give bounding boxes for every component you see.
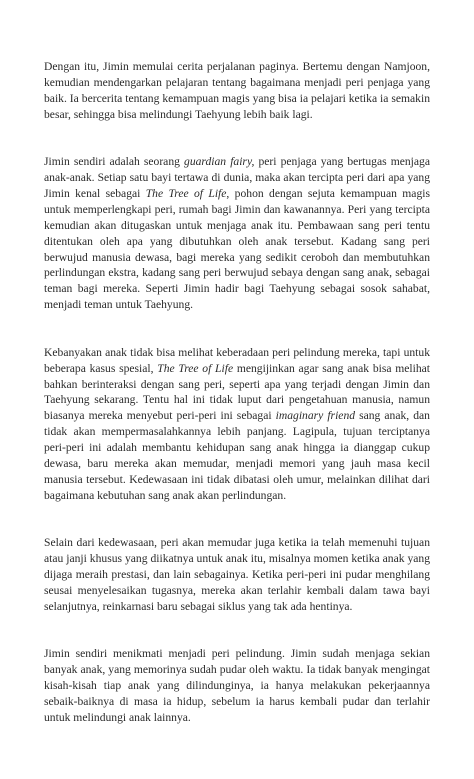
paragraph-3 [44,345,430,504]
paragraph-3-italic-imaginary-friend: imaginary friend [275,409,356,423]
paragraph-2-text-c: peri penjaga yang bertugas menjaga anak-anak. Setiap satu bayi tertawa di dunia, maka akan tercipta peri dari apa yang Jimin kenal sebagai [44,155,430,200]
paragraph-2-text-a: Jimin sendiri adalah seorang [44,155,185,169]
paragraph-2-italic-tree-of-life: The Tree of Life [145,186,227,200]
paragraph-3-italic-tree-of-life: The Tree of Life [157,361,234,375]
paragraph-3-text-c: mengijinkan agar sang anak bisa melihat bahkan berinteraksi dengan sang peri, seperti apa yang terjadi dengan Jimin dan Taehyung sekarang. Tentu hal ini tidak luput dari pengetahuan manusia, namun biasanya mereka menyebut peri-peri ini sebagai [44,361,431,423]
paragraph-1 [44,59,430,123]
paragraph-2-italic-guardian-fairy: guardian fairy, [184,155,255,169]
paragraph-5 [44,646,430,726]
paragraph-4-text: Selain dari kedewasaan, peri akan memudar juga ketika ia telah memenuhi tujuan atau janji khusus yang diikatnya untuk anak itu, misalnya momen ketika anak yang dijaga meraih prestasi, dan lain sebagainya. Ketika peri-peri ini pudar menghilang seusai menyelesaikan tugasnya, mereka akan terlahir kembali dalam tawa bayi selanjutnya, reinkarnasi baru sebagai siklus yang tak ada hentinya. [44,536,430,613]
paragraph-4 [44,535,430,615]
paragraph-3-text-a: Kebanyakan anak tidak bisa melihat keberadaan peri pelindung mereka, tapi untuk beberapa kasus spesial, [44,345,430,375]
paragraph-1-text: Dengan itu, Jimin memulai cerita perjalanan paginya. Bertemu dengan Namjoon, kemudian mendengarkan pelajaran tentang bagaimana menjadi peri penjaga yang baik. Ia bercerita tentang kemampuan magis yang bisa ia pelajari ketika ia semakin besar, sehingga bisa melindungi Taehyung lebih baik lagi. [44,60,430,121]
paragraph-3-text-e: sang anak, dan tidak akan mempermasalahkannya lebih panjang. Lagipula, tujuan terciptanya peri-peri ini adalah membantu kehidupan sang anak hingga ia dianggap cukup dewasa, baru mereka akan memudar, menjadi memori yang jauh masa kecil manusia tersebut. Kedewasaan ini tidak dibatasi oleh umur, melainkan dilihat dari bagaimana kebutuhan sang anak akan perlindungan. [44,409,430,502]
paragraph-2 [44,154,430,313]
paragraph-5-text: Jimin sendiri menikmati menjadi peri pelindung. Jimin sudah menjaga sekian banyak anak, yang memorinya sudah pudar oleh waktu. Ia tidak banyak mengingat kisah-kisah tiap anak yang dilindunginya, ia hanya melakukan pekerjaannya sebaik-baiknya di masa ia hidup, sebelum ia harus kembali pudar dan terlahir untuk melindungi anak lainnya. [44,647,430,724]
paragraph-2-text-e: , pohon dengan sejuta kemampuan magis untuk memperlengkapi peri, rumah bagi Jimin dan kawanannya. Peri yang tercipta kemudian akan ditugaskan untuk menjaga anak itu. Pembawaan sang peri tentu ditentukan oleh apa yang dibutuhkan oleh anak tersebut. Kadang sang peri berwujud manusia dewasa, bagi mereka yang sedikit ceroboh dan membutuhkan perlindungan ekstra, kadang sang peri berwujud sebaya dengan sang anak, sebagai teman bagi mereka. Seperti Jimin hadir bagi Taehyung sebagai sosok sahabat, menjadi teman untuk Taehyung. [44,186,430,312]
document-body [44,59,430,726]
